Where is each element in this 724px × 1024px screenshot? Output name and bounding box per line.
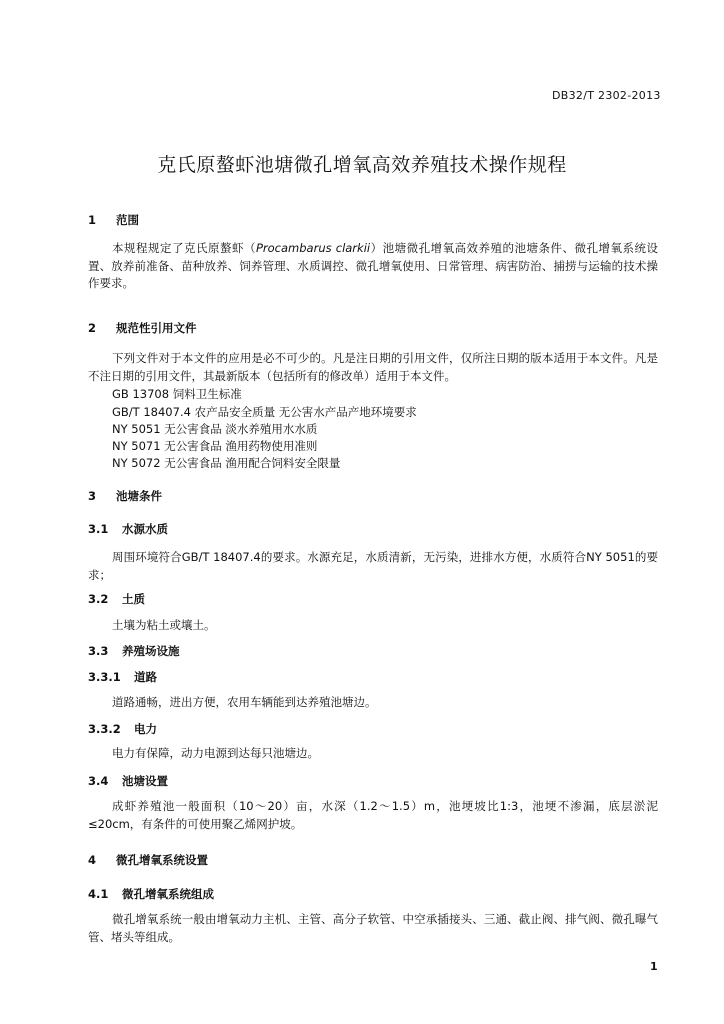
section-title: 水源水质	[122, 522, 168, 536]
section-number: 4.1	[88, 887, 109, 901]
section-number: 3.3	[88, 644, 109, 658]
paragraph-scope	[88, 240, 658, 293]
section-heading-4	[88, 852, 208, 868]
section-number: 3.4	[88, 774, 109, 788]
paragraph-soil: 土壤为粘土或壤土。	[112, 618, 216, 632]
paragraph-roads: 道路通畅，进出方便，农用车辆能到达养殖池塘边。	[112, 695, 377, 709]
paragraph-references: 下列文件对于本文件的应用是必不可少的。凡是注日期的引用文件，仅所注日期的版本适用于本文件。凡是不注日期的引用文件，其最新版本（包括所有的修改单）适用于本文件。	[88, 351, 658, 383]
section-title: 微孔增氧系统组成	[122, 887, 214, 901]
paragraph-pond-setup: 成虾养殖池一般面积（10～20）亩，水深（1.2～1.5）m，池埂坡比1:3，池埂不渗漏，底层淤泥≤20cm，有条件的可使用聚乙烯网护坡。	[88, 799, 658, 831]
section-number: 1	[88, 213, 97, 227]
section-title: 微孔增氧系统设置	[116, 853, 208, 867]
standard-code: DB32/T 2302-2013	[552, 89, 661, 102]
section-title: 范围	[116, 213, 139, 227]
reference-item: NY 5051 无公害食品 淡水养殖用水水质	[112, 422, 318, 436]
paragraph-text: 本规程规定了克氏原螯虾（	[112, 241, 256, 255]
section-title: 道路	[134, 670, 157, 684]
section-heading-3-1	[88, 521, 168, 537]
section-number: 3.1	[88, 522, 109, 536]
reference-item: GB/T 18407.4 农产品安全质量 无公害水产品产地环境要求	[112, 405, 417, 419]
section-heading-3-3-2	[88, 721, 157, 737]
paragraph-water-source: 周围环境符合GB/T 18407.4的要求。水源充足，水质清新，无污染，进排水方便，水质符合NY 5051的要求；	[88, 550, 658, 582]
section-number: 3	[88, 489, 97, 503]
document-title: 克氏原螯虾池塘微孔增氧高效养殖技术操作规程	[157, 154, 567, 176]
section-heading-3-3	[88, 643, 180, 659]
section-heading-3	[88, 488, 162, 504]
section-number: 3.2	[88, 592, 109, 606]
paragraph-power: 电力有保障，动力电源到达每只池塘边。	[112, 746, 319, 760]
section-title: 土质	[122, 592, 145, 606]
section-title: 池塘条件	[116, 489, 162, 503]
section-title: 电力	[134, 722, 157, 736]
section-title: 养殖场设施	[122, 644, 180, 658]
section-heading-3-2	[88, 591, 145, 607]
section-number: 3.3.1	[88, 670, 121, 684]
section-heading-1	[88, 212, 139, 228]
reference-item: NY 5071 无公害食品 渔用药物使用准则	[112, 439, 318, 453]
reference-item: GB 13708 饲料卫生标准	[112, 387, 242, 401]
section-number: 3.3.2	[88, 722, 121, 736]
section-heading-3-4	[88, 773, 168, 789]
page-number: 1	[650, 960, 658, 973]
section-number: 2	[88, 321, 97, 335]
section-title: 规范性引用文件	[116, 321, 197, 335]
section-heading-2	[88, 320, 197, 336]
section-heading-3-3-1	[88, 669, 157, 685]
latin-name: Procambarus clarkii	[255, 241, 371, 255]
section-title: 池塘设置	[122, 774, 168, 788]
paragraph-system-composition: 微孔增氧系统一般由增氧动力主机、主管、高分子软管、中空承插接头、三通、截止阀、排气阀、微孔曝气管、堵头等组成。	[88, 912, 658, 944]
reference-item: NY 5072 无公害食品 渔用配合饲料安全限量	[112, 456, 341, 470]
section-number: 4	[88, 853, 97, 867]
section-heading-4-1	[88, 886, 214, 902]
paragraph-text: ）池塘微孔增氧高效养殖的池塘条件、微孔增氧系统设置、放养前准备、苗种放养、饲养管理、水质调控、微孔增氧使用、日常管理、病害防治、捕捞与运输的技术操作要求。	[88, 241, 659, 290]
